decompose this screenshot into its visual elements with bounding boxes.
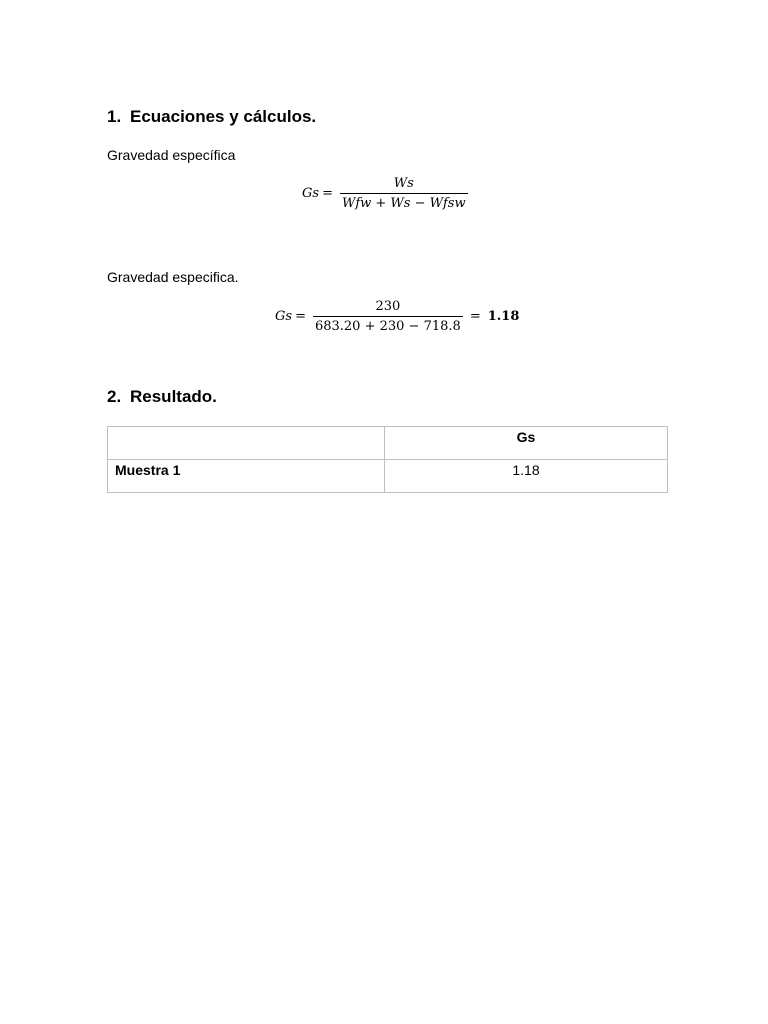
formula-fraction [340,176,468,211]
calc-equals: = [295,309,306,324]
section-1-title: Ecuaciones y cálculos. [130,107,317,126]
calc-denominator: 683.20 + 230 − 718.8 [313,316,463,334]
section-2-number: 2. [107,387,122,406]
section-1-number: 1. [107,107,122,126]
calc-lhs: Gs [275,309,293,324]
specific-gravity-label: Gravedad específica [107,147,236,163]
results-table [107,426,668,493]
section-2-title: Resultado. [130,387,217,406]
formula-lhs: Gs [302,186,320,201]
calc-result: 1.18 [487,309,520,324]
table-cell-sample: Muestra 1 [108,460,385,493]
table-cell-gs-value: 1.18 [385,460,668,493]
specific-gravity-calc-label: Gravedad especifica. [107,269,239,285]
formula-denominator: Wfw + Ws − Wfsw [340,193,468,211]
formula-numerator: Ws [393,176,414,191]
calc-fraction [313,299,463,334]
specific-gravity-calculation [275,299,519,334]
calc-numerator: 230 [375,299,401,314]
calc-equals-2: = [469,309,481,324]
table-row [108,460,668,493]
table-header-row [108,427,668,460]
table-header-gs: Gs [385,427,668,460]
table-header-cell-empty [108,427,385,460]
section-1-heading [107,107,316,127]
formula-equals: = [322,186,333,201]
specific-gravity-formula [302,176,472,211]
section-2-heading [107,387,217,407]
